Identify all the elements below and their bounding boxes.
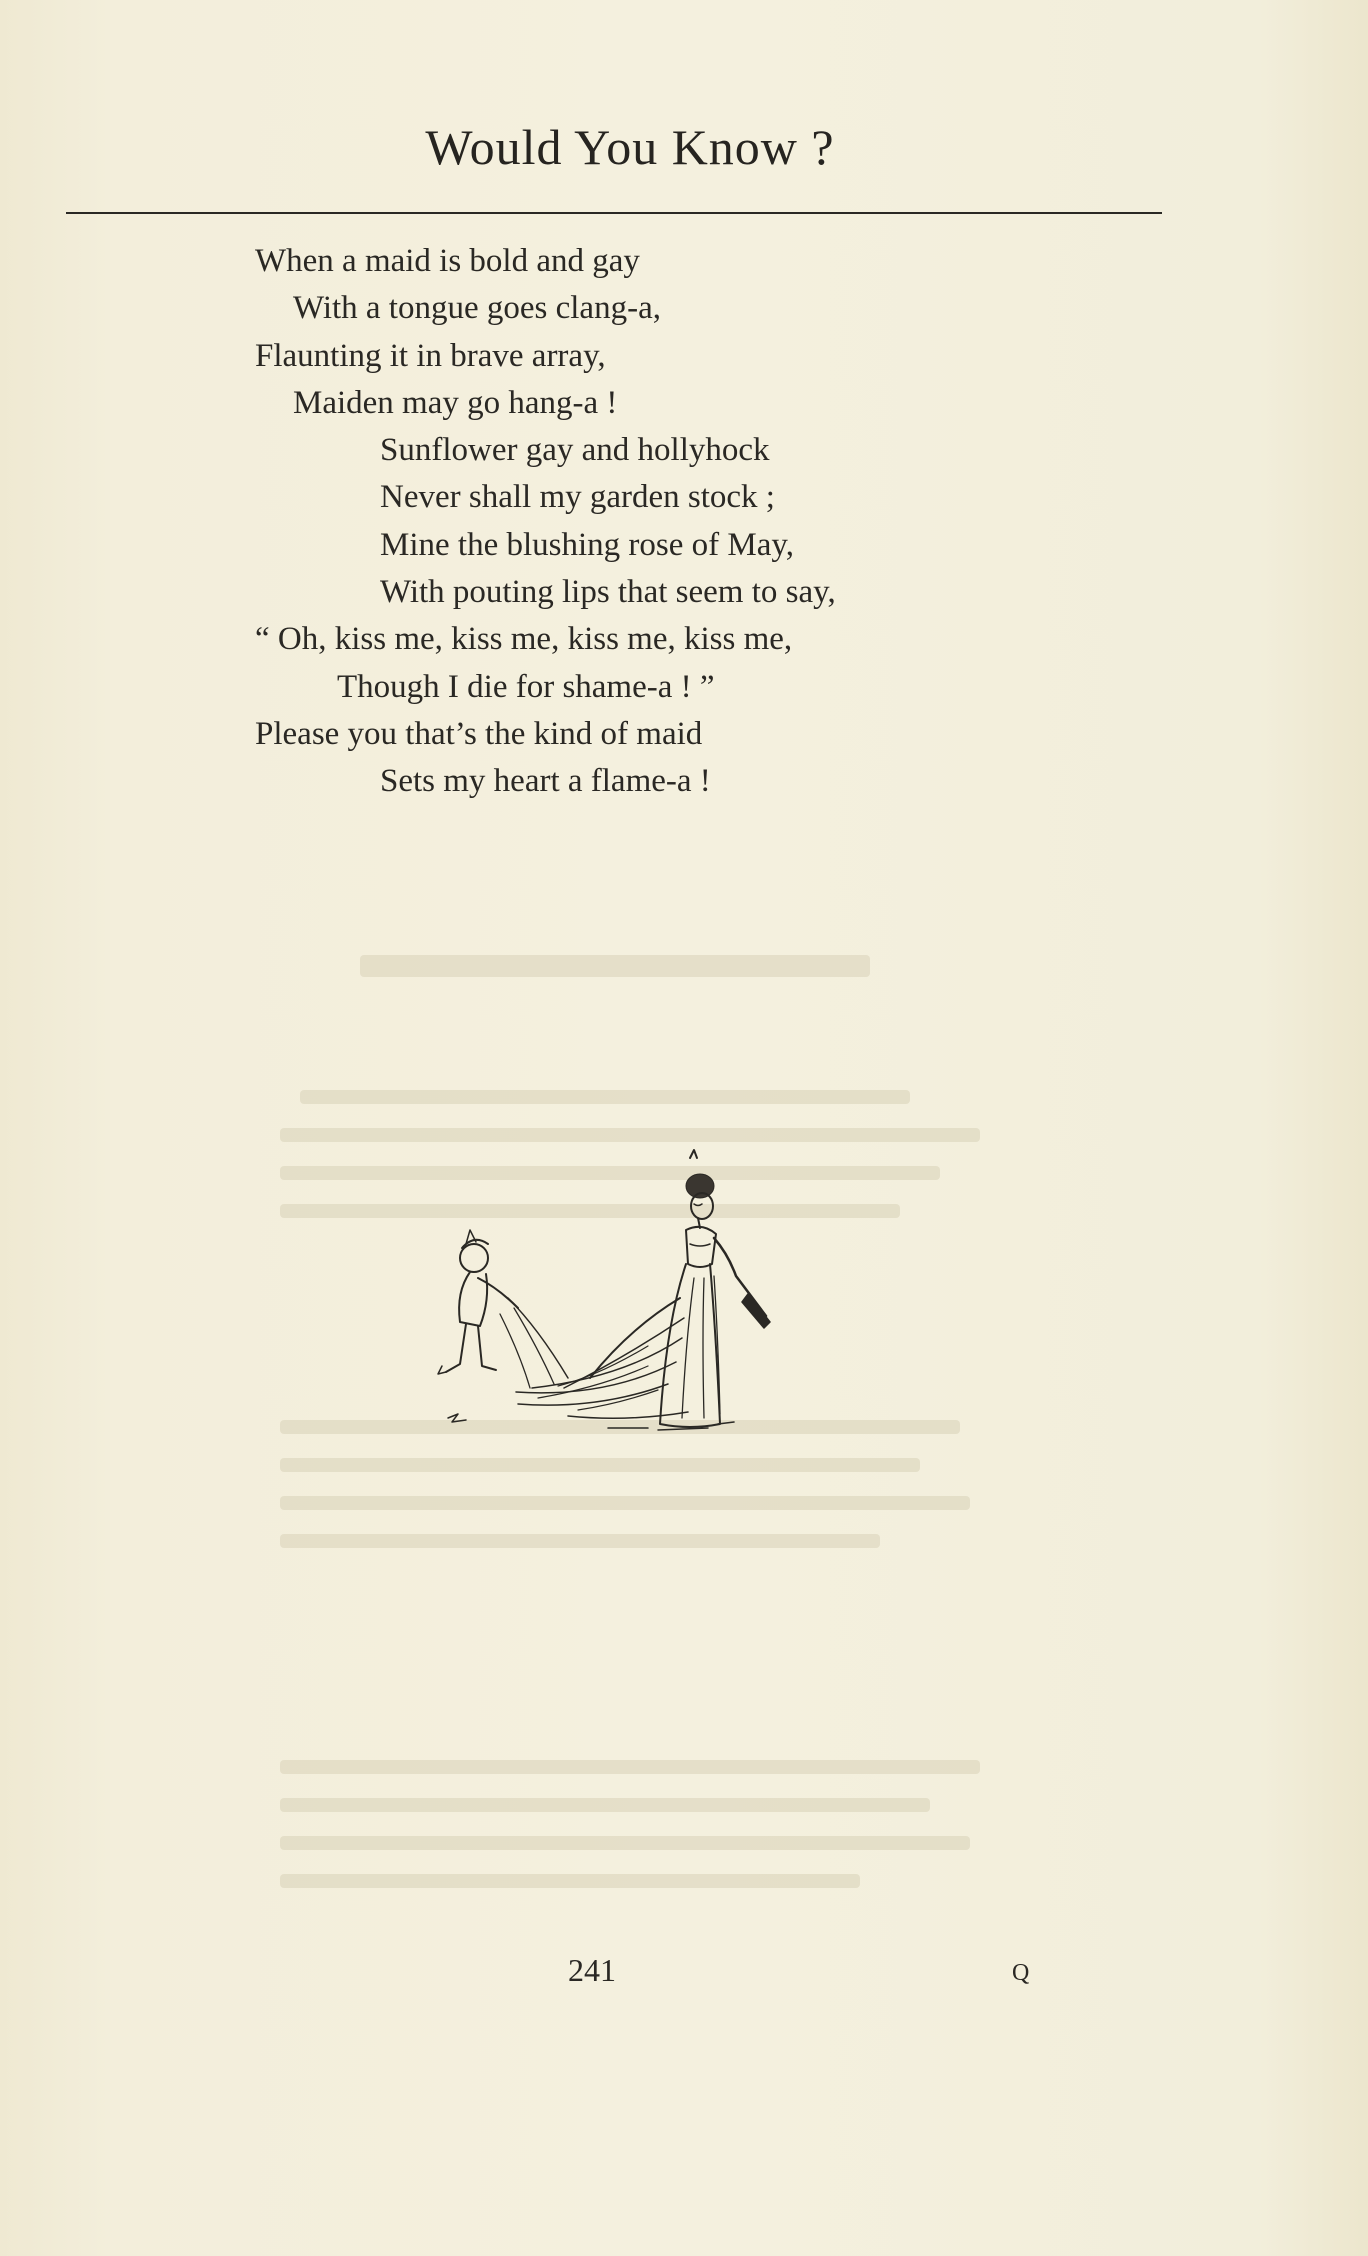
title-rule (66, 212, 1162, 214)
page-title: Would You Know ? (425, 119, 835, 175)
signature-mark: Q (1012, 1960, 1030, 1986)
poem-line: With pouting lips that seem to say, (380, 574, 836, 611)
poem-line: Please you that’s the kind of maid (255, 715, 703, 752)
poem-line: When a maid is bold and gay (255, 243, 640, 279)
poem-line: Though I die for shame-a ! ” (337, 668, 715, 705)
poem-line: With a tongue goes clang-a, (293, 290, 661, 327)
poem-line: Flaunting it in brave array, (255, 337, 606, 374)
poem-line: Sets my heart a flame-a ! (380, 763, 711, 800)
poem-line: Maiden may go hang-a ! (293, 384, 618, 421)
poem-line: Never shall my garden stock ; (380, 479, 775, 516)
poem-line: “ Oh, kiss me, kiss me, kiss me, kiss me, (255, 621, 793, 658)
lady-with-train-and-page-boy-illustration (418, 1148, 788, 1448)
poem (255, 238, 1115, 806)
page-number: 241 (568, 1952, 616, 1988)
poem-line: Sunflower gay and hollyhock (380, 432, 770, 469)
poem-line: Mine the blushing rose of May, (380, 526, 794, 563)
